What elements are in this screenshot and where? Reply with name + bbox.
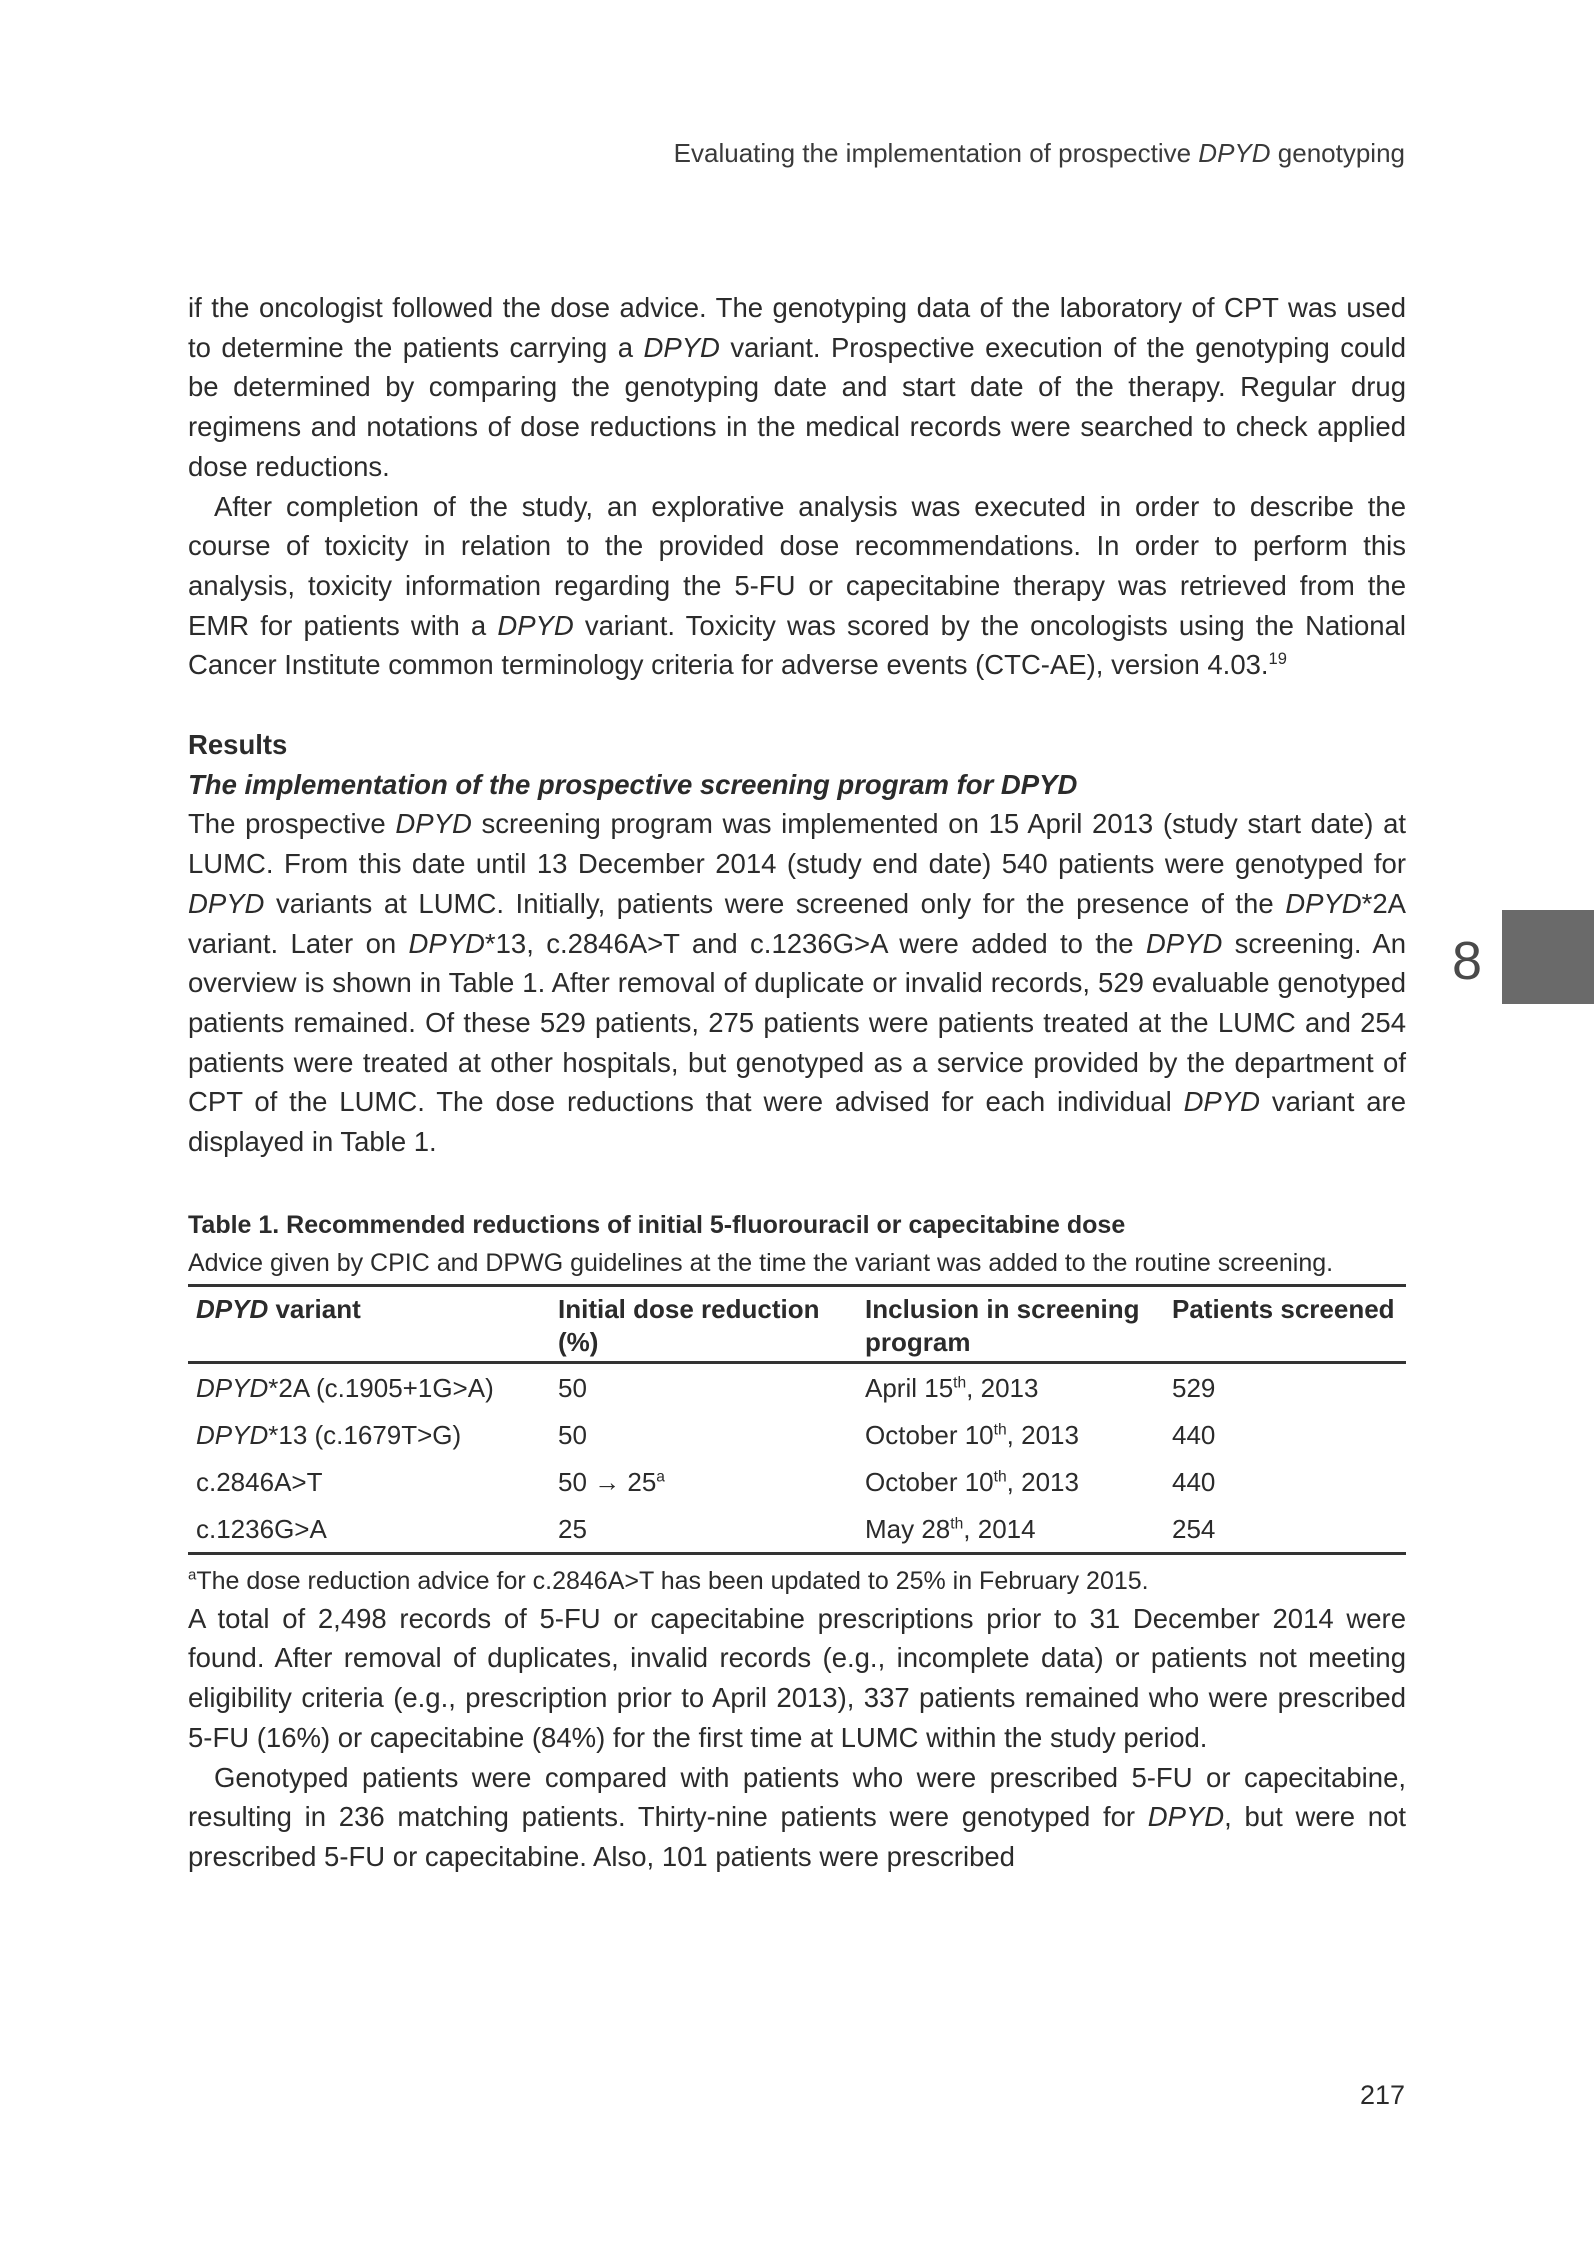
section-heading-results: Results xyxy=(188,729,288,761)
page-number: 217 xyxy=(1359,2080,1405,2110)
paragraph-screening-program: The prospective DPYD screening program was implemented on 15 April 2013 (study start date) at LUMC. From this date until 13 December 2014 (study end date) 540 patients were genotyped for DPYD variants at LUMC. Initially, patients were screened only for the presence of the DPYD*2A variant. Later on DPYD*13, c.2846A>T and c.1236G>A were added to the DPYD screening. An overview is shown in Table 1. After removal of duplicate or invalid records, 529 evaluable genotyped patients remained. Of these 529 patients, 275 patients were patients treated at the LUMC and 254 patients were treated at other hospitals, but genotyped as a service provided by the department of CPT of the LUMC. The dose reductions that were advised for each individual DPYD variant are displayed in Table 1. xyxy=(188,808,1407,1158)
table-footnote: $^a$The dose reduction advice for c.2846A>T has been updated to 25% in February 2015. xyxy=(188,1566,1149,1595)
cell-variant: c.2846A>T xyxy=(196,1466,323,1497)
reference-marker: 19 xyxy=(1268,650,1287,669)
table-header-row xyxy=(188,1285,1406,1362)
cell-reduction: 50 xyxy=(558,1419,587,1450)
table-row xyxy=(188,1411,1406,1458)
table-row xyxy=(188,1458,1406,1505)
table-row xyxy=(188,1362,1406,1411)
cell-date: October 10th, 2013 xyxy=(865,1466,1079,1497)
chapter-tab-marker xyxy=(1502,910,1594,1004)
paragraph-methods-end: if the oncologist followed the dose advice. The genotyping data of the laboratory of CPT was used to determine the patients carrying a DPYD variant. Prospective execution of the genotyping could be determined by comparing the genotyping date and start date of the therapy. Regular drug regimens and notations of dose reductions in the medical records were searched to check applied dose reductions. xyxy=(188,292,1407,482)
paragraph-matching: Genotyped patients were compared with patients who were prescribed 5-FU or capecitabine, resulting in 236 matching patients. Thirty-nine patients were genotyped for DPYD, but were not prescribed 5-FU or capecitabine. Also, 101 patients were prescribed xyxy=(188,1761,1407,1872)
column-header-dose-reduction: Initial dose reduction (%) xyxy=(558,1293,820,1357)
table-row xyxy=(188,1505,1406,1554)
cell-date: May 28th, 2014 xyxy=(865,1513,1036,1544)
subsection-heading: The implementation of the prospective screening program for DPYD xyxy=(188,768,1078,800)
running-header: Evaluating the implementation of prospective DPYD genotyping xyxy=(673,138,1405,168)
cell-date: October 10th, 2013 xyxy=(865,1419,1079,1450)
cell-variant: DPYD*2A (c.1905+1G>A) xyxy=(196,1372,494,1403)
cell-reduction: 50 xyxy=(558,1372,587,1403)
column-header-inclusion: Inclusion in screening program xyxy=(865,1293,1140,1357)
table-caption: Advice given by CPIC and DPWG guidelines at the time the variant was added to the routine screening. xyxy=(188,1248,1334,1277)
cell-screened: 440 xyxy=(1172,1419,1216,1450)
chapter-number: 8 xyxy=(1452,931,1483,991)
cell-screened: 440 xyxy=(1172,1466,1216,1497)
paragraph-toxicity-analysis: After completion of the study, an explorative analysis was executed in order to describe the course of toxicity in relation to the provided dose recommendations. In order to perform this analysis, toxicity information regarding the 5-FU or capecitabine therapy was retrieved from the EMR for patients with a DPYD variant. Toxicity was scored by the oncologists using the National Cancer Institute common terminology criteria for adverse events (CTC-AE), version 4.03.19 xyxy=(188,490,1406,681)
footnote-marker: a xyxy=(656,1468,665,1486)
cell-reduction: 25 xyxy=(558,1513,587,1544)
column-header-variant: DPYD variant xyxy=(196,1293,361,1324)
column-header-patients: Patients screened xyxy=(1172,1293,1395,1324)
cell-variant: DPYD*13 (c.1679T>G) xyxy=(196,1419,462,1450)
cell-screened: 254 xyxy=(1172,1513,1216,1544)
paragraph-records: A total of 2,498 records of 5-FU or capecitabine prescriptions prior to 31 December 2014 were found. After removal of duplicates, invalid records (e.g., incomplete data) or patients not meeting eligibility criteria (e.g., prescription prior to April 2013), 337 patients remained who were prescribed 5-FU (16%) or capecitabine (84%) for the first time at LUMC within the study period. xyxy=(188,1602,1406,1753)
cell-date: April 15th, 2013 xyxy=(865,1372,1039,1403)
dose-reduction-table xyxy=(188,1284,1406,1555)
cell-reduction: $50 \to 25^a$ xyxy=(558,1466,665,1497)
table-title: Table 1. Recommended reductions of initial 5-fluorouracil or capecitabine dose xyxy=(188,1210,1126,1239)
cell-screened: 529 xyxy=(1172,1372,1216,1403)
page-content xyxy=(188,288,1406,1877)
cell-variant: c.1236G>A xyxy=(196,1513,327,1544)
